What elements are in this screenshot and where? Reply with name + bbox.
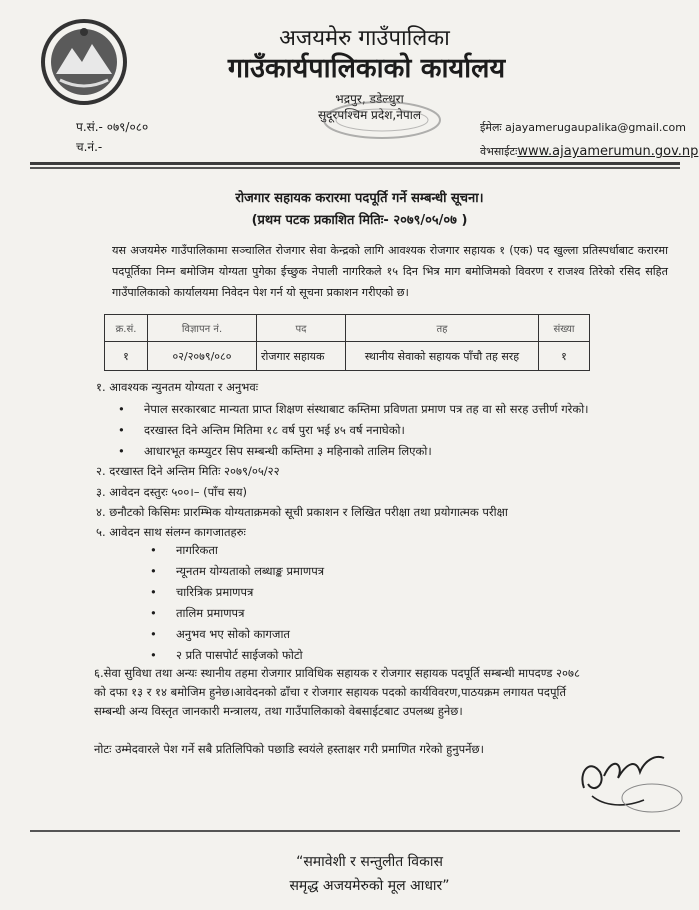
service-section: [94, 664, 684, 721]
website-line: [480, 144, 698, 159]
reference-number: प.सं.- ०७९/०८०: [76, 120, 149, 134]
document-item: • अनुभव भए सोको कागजात: [176, 627, 290, 642]
table-cell: १: [105, 342, 148, 371]
table-cell: रोजगार सहायक: [257, 342, 346, 371]
requirement-item: • आधारभूत कम्प्युटर सिप सम्बन्धी कम्तिमा ३ महिनाको तालिम लिएको।: [144, 444, 432, 459]
table-cell: ०२/२०७९/०८०: [148, 342, 257, 371]
website-label: वेभसाईटः: [480, 145, 518, 158]
footer-slogan-line: “समावेशी र सन्तुलीत विकास: [296, 854, 443, 870]
notice-title: रोजगार सहायक करारमा पदपूर्ति गर्ने सम्बन्धी सूचना।: [235, 191, 484, 206]
selection-line: ४. छनौटको किसिमः प्रारम्भिक योग्यताक्रमको सूची प्रकाशन र लिखित परीक्षा तथा प्रयोगात्मक परीक्षा: [96, 505, 508, 519]
email-address[interactable]: ईमेलः ajayamerugaupalika@gmail.com: [480, 121, 686, 134]
footer-slogan-line: समृद्ध अजयमेरुको मूल आधार”: [289, 878, 450, 894]
service-line: सम्बन्धी अन्य विस्तृत जानकारी मन्त्रालय, तथा गाउँपालिकाको वेबसाईटबाट उपलब्ध हुनेछ।: [94, 704, 463, 718]
office-name: गाउँकार्यपालिकाको कार्यालय: [227, 53, 506, 84]
service-line: को दफा १३ र १४ बमोजिम हुनेछ।आवेदनको ढाँचा र रोजगार सहायक पदको कार्यविवरण,पाठयक्रम लगायत पदपूर्ति: [94, 685, 567, 699]
office-place: भद्रपुर, डडेल्धुरा: [335, 92, 404, 106]
table-header: पद: [257, 315, 346, 342]
table-header-row: [105, 315, 590, 342]
table-header: क्र.सं.: [105, 315, 148, 342]
deadline-line: २. दरखास्त दिने अन्तिम मितिः २०७९/०५/२२: [96, 464, 280, 478]
vacancy-table: [104, 314, 590, 371]
signature-icon: [574, 736, 684, 822]
footer-divider: [30, 830, 680, 832]
document-item: • तालिम प्रमाणपत्र: [176, 606, 244, 621]
notice-subtitle: (प्रथम पटक प्रकाशित मितिः- २०७९/०५/०७ ): [251, 213, 468, 228]
table-header: विज्ञापन नं.: [148, 315, 257, 342]
table-cell: १: [539, 342, 590, 371]
header-divider: [30, 162, 680, 165]
table-cell: स्थानीय सेवाको सहायक पाँचौ तह सरह: [346, 342, 539, 371]
website-link[interactable]: www.ajayamerumun.gov.np: [517, 144, 699, 159]
table-header: तह: [346, 315, 539, 342]
fee-line: ३. आवेदन दस्तुरः ५००।– (पाँच सय): [96, 485, 247, 499]
document-item: • नागरिकता: [176, 543, 218, 558]
service-line: ६.सेवा सुविधा तथा अन्यः स्थानीय तहमा रोजगार प्राविधिक सहायक र रोजगार सहायक पदपूर्ति सम्बन्धी मापदण्ड २०७८: [94, 666, 580, 680]
office-province: सुदूरपश्चिम प्रदेश,नेपाल: [318, 108, 421, 122]
requirements-heading: १. आवश्यक न्युनतम योग्यता र अनुभवः: [96, 380, 259, 394]
header-divider-thin: [30, 167, 680, 169]
document-item: • २ प्रति पासपोर्ट साईजको फोटो: [176, 648, 303, 663]
notice-intro: यस अजयमेरु गाउँपालिकामा सञ्चालित रोजगार सेवा केन्द्रको लागि आवश्यक रोजगार सहायक १ (एक) पद खुल्ला प्रतिस्पर्धाबाट करारमा पदपूर्तिका निम्न बमोजिम योग्यता पुगेका ईच्छुक नेपाली नागरिकले १५ दिन भित्र माग बमोजिमको विवरण र राजश्व तिरेको रसिद सहित गाउँपालिकाको कार्यालयमा निवेदन पेश गर्न यो सूचना प्रकाशन गरीएको छ।: [112, 244, 668, 299]
note-text: नोटः उम्मेदवारले पेश गर्ने सबै प्रतिलिपिको पछाडि स्वयंले हस्ताक्षर गरी प्रमाणित गरेको हुनुपर्नेछ।: [94, 742, 484, 756]
requirement-item: • दरखास्त दिने अन्तिम मितिमा १८ वर्ष पुरा भई ४५ वर्ष ननाघेको।: [144, 423, 405, 438]
table-row: [105, 342, 590, 371]
table-header: संख्या: [539, 315, 590, 342]
documents-heading: ५. आवेदन साथ संलग्न कागजातहरुः: [96, 525, 246, 539]
document-item: • न्यूनतम योग्यताको लब्धाङ्क प्रमाणपत्र: [176, 564, 324, 579]
dispatch-number: च.नं.-: [76, 140, 103, 154]
document-item: • चारित्रिक प्रमाणपत्र: [176, 585, 253, 600]
municipality-name: अजयमेरु गाउँपालिका: [279, 26, 450, 51]
requirement-item: • नेपाल सरकारबाट मान्यता प्राप्त शिक्षण संस्थाबाट कम्तिमा प्रविणता प्रमाण पत्र तह वा सो सरह उत्तीर्ण गरेको।: [144, 402, 589, 417]
office-stamp-icon: [318, 98, 446, 142]
